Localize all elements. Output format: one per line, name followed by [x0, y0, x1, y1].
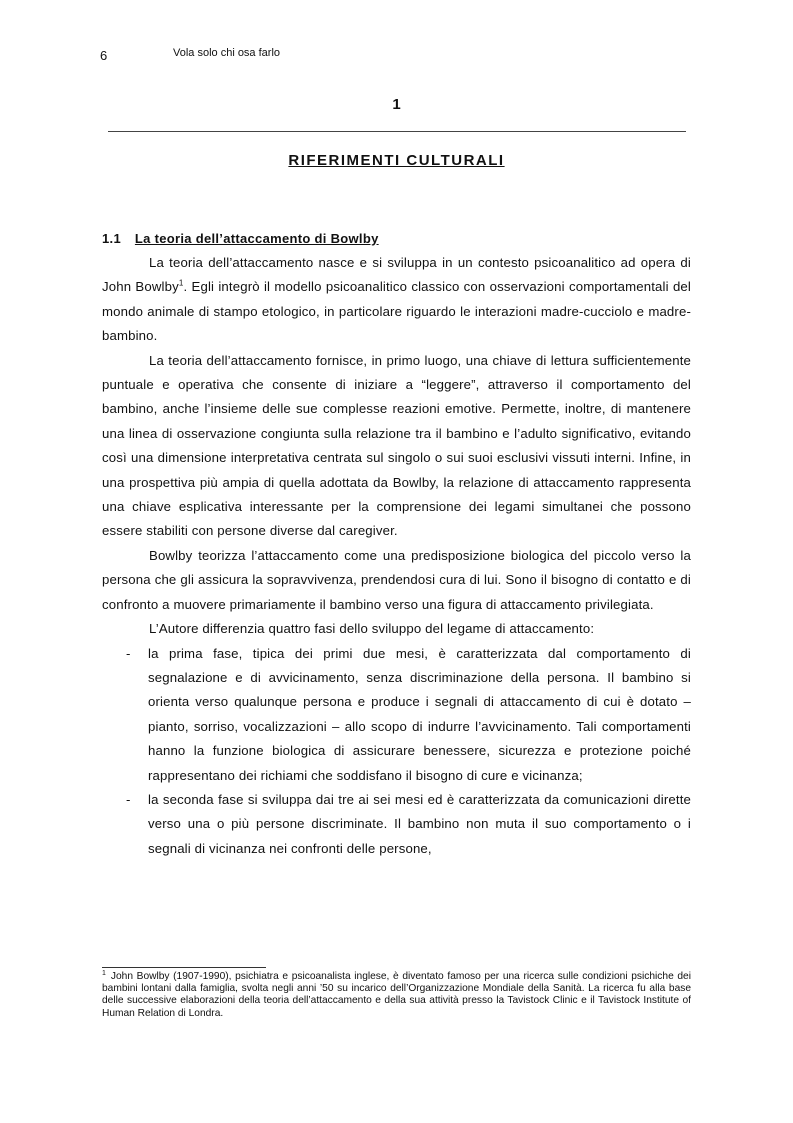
phase-list — [102, 642, 691, 862]
list-item-text: la prima fase, tipica dei primi due mesi, è caratterizzata dal comportamento di segnalazione e di avvicinamento, senza discriminazione della persona. Il bambino si orienta verso qualunque persona e produce i segnali di attaccamento di cui è dotato – pianto, sorriso, vocalizzazioni – allo scopo di indurre l’avvicinamento. Tali comportamenti hanno la funzione biologica di assicurare benessere, sicurezza e protezione poiché rappresentano dei richiami che soddisfano il bisogno di cure e vicinanza; — [148, 645, 691, 783]
list-item — [102, 642, 691, 788]
section-number: 1.1 — [102, 231, 121, 246]
body-text — [102, 251, 691, 861]
footnote-marker: 1 — [102, 969, 106, 977]
list-marker: - — [126, 645, 131, 661]
chapter-title-text: RIFERIMENTI CULTURALI — [288, 152, 505, 169]
footnote-text: John Bowlby (1907-1990), psichiatra e psicoanalista inglese, è diventato famoso per una ricerca sulle condizioni psichiche dei bambini lontani dalla famiglia, svolta negli anni ’50 su incarico dell’Organizzazione Mondiale della Sanità. La ricerca fu alla base delle successive elaborazioni della teoria dell’attaccamento e della sua attività presso la Tavistock Clinic e il Tavistock Institute of Human Relation di Londra. — [102, 971, 691, 1019]
page-number: 6 — [100, 48, 108, 63]
footnote — [102, 971, 691, 1020]
paragraph: La teoria dell’attaccamento fornisce, in primo luogo, una chiave di lettura sufficientemente puntuale e operativa che consente di iniziare a “leggere”, attraverso il comportamento del bambino, anche l’insieme delle sue complesse reazioni emotive. Permette, inoltre, di mantenere una linea di osservazione congiunta sulla relazione tra il bambino e l’adulto significativo, evitando così una dimensione interpretativa centrata sul singolo o sui suoi esclusivi vissuti interni. Infine, in una prospettiva più ampia di quella adottata da Bowlby, la relazione di attaccamento rappresenta una chiave esplicativa interessante per la comprensione dei legami simultanei che possono essere stabiliti con persone diverse dal caregiver. — [102, 352, 691, 539]
footnote-divider — [102, 967, 266, 968]
paragraph: Bowlby teorizza l’attaccamento come una predisposizione biologica del piccolo verso la persona che gli assicura la sopravvivenza, prendendosi cura di lui. Sono il bisogno di contatto e di confronto a muovere primariamente il bambino verso una figura di attaccamento privilegiata. — [102, 547, 691, 612]
paragraph: L’Autore differenzia quattro fasi dello sviluppo del legame di attaccamento: — [149, 621, 595, 637]
chapter-divider — [108, 131, 686, 132]
list-item — [102, 788, 691, 861]
paragraph — [102, 251, 691, 349]
chapter-number: 1 — [392, 96, 401, 113]
paragraph-text: . Egli integrò il modello psicoanalitico classico con osservazioni comportamentali del mondo animale di stampo etologico, in particolare riguardo le interazioni madre-cucciolo e madre-bambino. — [102, 279, 691, 344]
chapter-title — [0, 152, 793, 169]
section-title: La teoria dell’attaccamento di Bowlby — [134, 231, 379, 246]
list-item-text: la seconda fase si sviluppa dai tre ai sei mesi ed è caratterizzata da comunicazioni dirette verso una o più persone discriminate. Il bambino non muta il suo comportamento o i segnali di vicinanza nei confronti delle persone, — [148, 791, 691, 856]
paragraph-text: La teoria dell’attaccamento nasce e si sviluppa in un contesto psicoanalitico ad opera di John Bowlby — [102, 255, 691, 295]
footnote-reference[interactable]: 1 — [178, 279, 184, 289]
running-header: Vola solo chi osa farlo — [173, 47, 281, 59]
section-heading — [102, 231, 379, 246]
list-marker: - — [126, 791, 131, 807]
